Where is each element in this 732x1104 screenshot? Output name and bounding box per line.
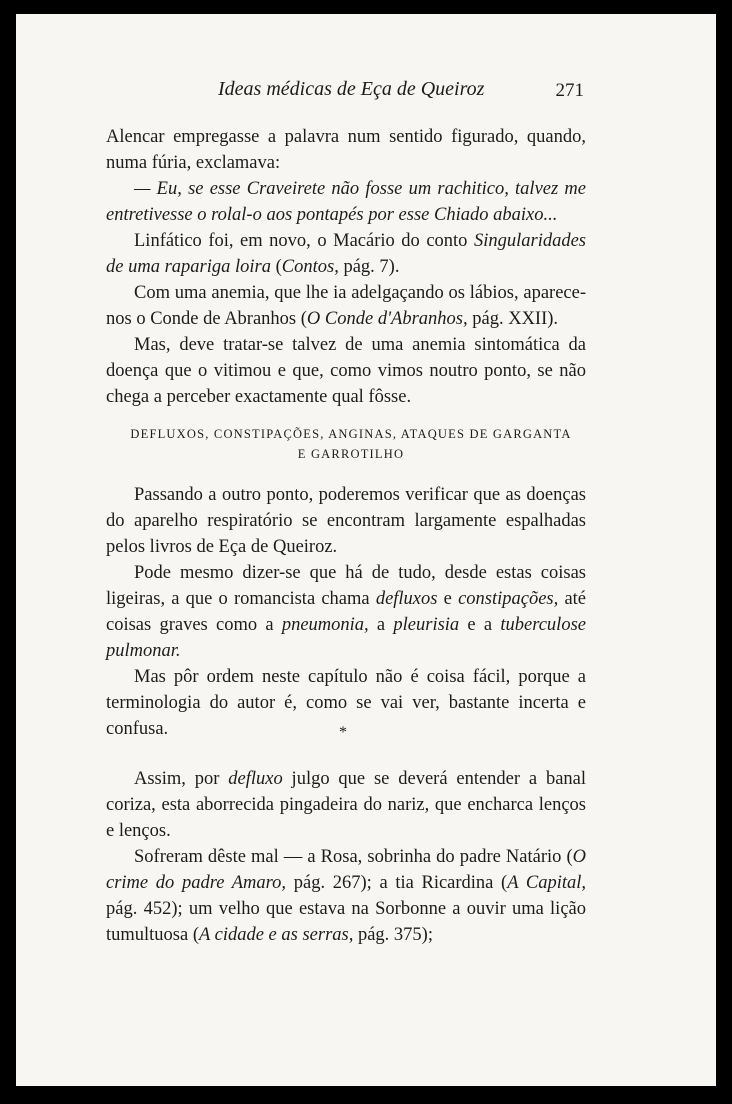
term: defluxos <box>375 589 438 609</box>
text-block-3 <box>106 766 586 948</box>
paragraph <box>106 280 586 332</box>
paragraph: Passando a outro ponto, poderemos verificar que as doenças do aparelho respiratório se encontram largamente espalhadas pelos livros de Eça de Queiroz. <box>106 485 586 557</box>
paragraph <box>106 560 586 664</box>
text-run: ( <box>270 257 282 277</box>
paragraph <box>106 844 586 948</box>
running-title: Ideas médicas de Eça de Queiroz <box>218 78 485 100</box>
term: pleurisia <box>393 615 460 635</box>
work-title: Contos <box>281 257 335 277</box>
paragraph <box>106 766 586 844</box>
term: defluxo <box>228 769 283 789</box>
running-header <box>90 78 584 108</box>
text-run: Sofreram dêste mal — a Rosa, sobrinha do padre Natário ( <box>134 847 573 867</box>
text-block-1 <box>106 124 586 410</box>
paragraph <box>106 228 586 280</box>
term: tuberculose pulmonar. <box>106 615 586 661</box>
text-run: , pág. 7). <box>334 257 400 277</box>
text-run: Com uma anemia, que lhe ia adelgaçando os lábios, aparece-nos o Conde de Abranhos ( <box>106 283 586 329</box>
text-run: e a <box>459 615 501 635</box>
term: constipações, <box>458 589 559 609</box>
text-run: e <box>437 589 459 609</box>
section-heading-line: E GARROTILHO <box>297 447 405 461</box>
work-title: O Conde d'Abranhos, <box>306 309 468 329</box>
work-title: A Capital, <box>507 873 587 893</box>
paragraph: Mas, deve tratar-se talvez de uma anemia sintomática da doença que o vitimou e que, como vimos noutro ponto, se não chega a perceber exactamente qual fôsse. <box>106 335 586 407</box>
text-run: a <box>368 615 394 635</box>
text-run: julgo que se deverá entender a banal coriza, esta aborrecida pingadeira do nariz, que encharca lenços e lenços. <box>106 769 587 841</box>
page-number: 271 <box>555 80 584 101</box>
text-run: pág. XXII). <box>467 309 559 329</box>
section-heading <box>116 424 586 464</box>
text-run: Linfático foi, em novo, o Macário do conto <box>134 231 474 251</box>
text-run: pág. 375); <box>353 925 433 945</box>
term: pneumonia, <box>281 615 369 635</box>
paragraph: Mas pôr ordem neste capítulo não é coisa fácil, porque a terminologia do autor é, como se vai ver, bastante incerta e confusa. <box>106 667 586 739</box>
text-run: pág. 452); um velho que estava na Sorbonne a ouvir uma lição tumultuosa ( <box>106 899 586 945</box>
text-run: Pode mesmo dizer-se que há de tudo, desde estas coisas ligeiras, a que o romancista chama <box>106 563 586 609</box>
work-title: O crime do padre Amaro, <box>106 847 586 893</box>
text-block-2 <box>106 482 586 742</box>
work-title: Singularidades de uma rapariga loira <box>106 231 586 277</box>
text-run: pág. 267); a tia Ricardina ( <box>286 873 508 893</box>
section-heading-line: DEFLUXOS, CONSTIPAÇÕES, ANGINAS, ATAQUES DE GARGANTA <box>130 427 572 441</box>
text-run: Assim, por <box>134 769 229 789</box>
text-run: até coisas graves como a <box>106 589 586 635</box>
section-divider: * <box>339 724 347 741</box>
work-title: A cidade e as serras, <box>199 925 354 945</box>
quote-text: — Eu, se esse Craveirete não fosse um rachitico, talvez me entretivesse o rolal-o aos pontapés por esse Chiado abaixo... <box>106 179 586 225</box>
paragraph: Alencar empregasse a palavra num sentido figurado, quando, numa fúria, exclamava: <box>106 127 586 173</box>
quote-paragraph <box>106 176 586 228</box>
